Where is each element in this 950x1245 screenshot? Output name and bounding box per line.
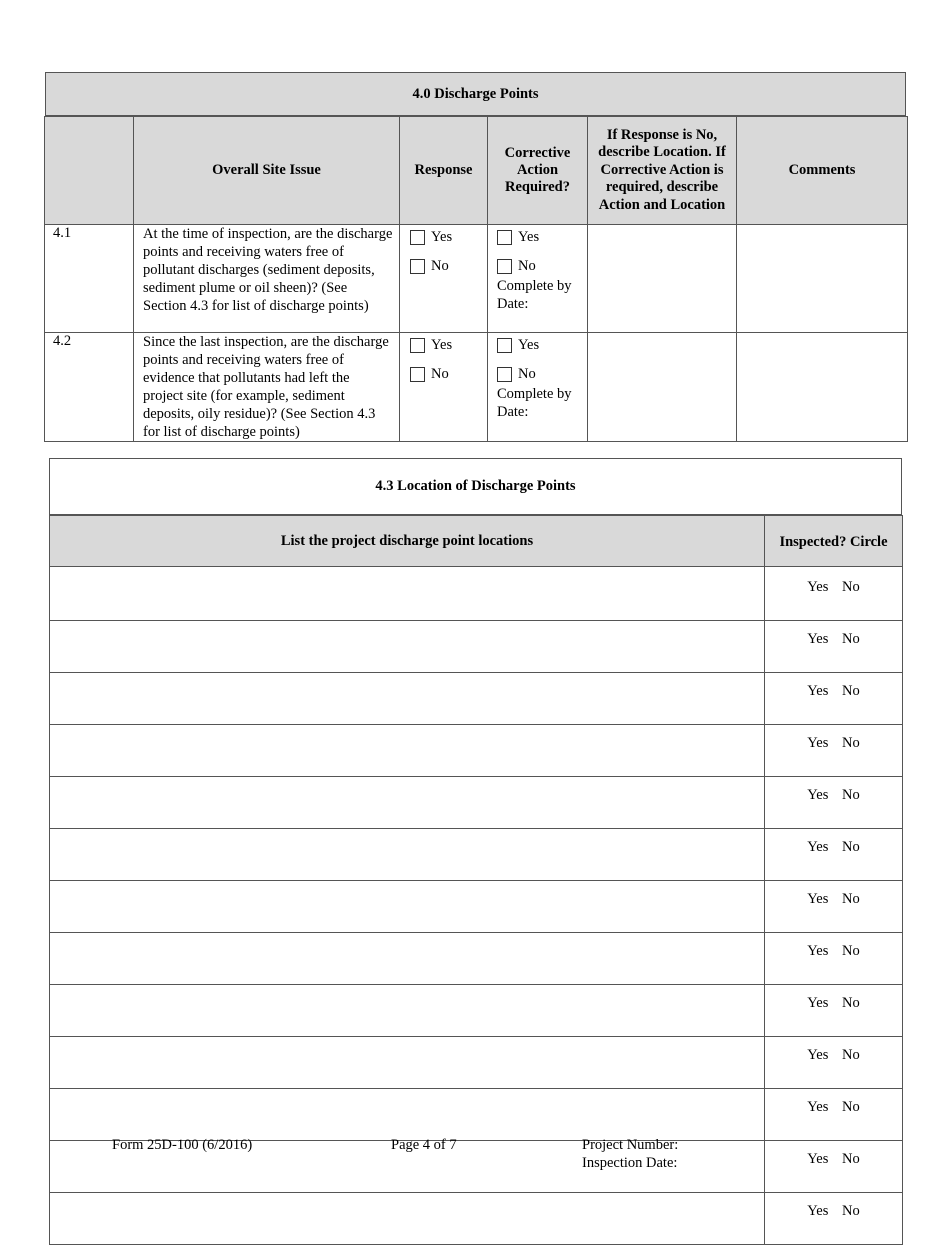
- yes-label: Yes: [518, 229, 540, 245]
- comments-field[interactable]: [737, 333, 908, 442]
- inspected-circle-yes-no[interactable]: Yes No: [765, 1193, 903, 1245]
- discharge-location-field[interactable]: [50, 1037, 765, 1089]
- section-4-0-title: [45, 72, 906, 116]
- header-inspected: [765, 516, 903, 567]
- section-title-text: 4.0 Discharge Points: [412, 85, 539, 102]
- header-response: Response: [400, 117, 488, 225]
- inspection-date-label: Inspection Date:: [582, 1155, 678, 1171]
- corrective-no-checkbox[interactable]: [497, 257, 587, 275]
- row-issue-text: Since the last inspection, are the discharge points and receiving waters free of evidence that pollutants had left the project site (for example, sediment deposits, oily residue)? (See Section 4.3 for list of discharge points): [134, 333, 400, 442]
- inspected-circle-yes-no[interactable]: Yes No: [765, 881, 903, 933]
- checkbox-square-icon: [410, 259, 425, 274]
- header-inspected-text: Inspected? Circle: [779, 534, 888, 550]
- section-4-3-title: [49, 458, 902, 515]
- yes-label: Yes: [431, 228, 453, 245]
- table-row: [50, 985, 903, 1037]
- response-cell: [400, 225, 488, 333]
- inspected-circle-yes-no[interactable]: Yes No: [765, 673, 903, 725]
- inspected-circle-yes-no[interactable]: Yes No: [765, 567, 903, 621]
- table-row: [50, 725, 903, 777]
- response-yes-checkbox[interactable]: [410, 228, 487, 246]
- no-label: No: [431, 257, 449, 274]
- corrective-cell: [488, 225, 588, 333]
- complete-by-date-label: Complete by Date:: [497, 386, 572, 420]
- no-label: No: [431, 365, 449, 382]
- inspected-circle-yes-no[interactable]: Yes No: [765, 621, 903, 673]
- no-label: No: [518, 258, 536, 274]
- discharge-location-field[interactable]: [50, 881, 765, 933]
- header-describe: [588, 117, 737, 225]
- table-row: [50, 777, 903, 829]
- discharge-location-field[interactable]: [50, 933, 765, 985]
- inspected-circle-yes-no[interactable]: Yes No: [765, 933, 903, 985]
- header-locations: List the project discharge point locations: [50, 516, 765, 567]
- discharge-location-field[interactable]: [50, 985, 765, 1037]
- discharge-location-field[interactable]: [50, 829, 765, 881]
- discharge-location-field[interactable]: [50, 1193, 765, 1245]
- inspected-circle-yes-no[interactable]: Yes No: [765, 1089, 903, 1141]
- discharge-points-table: [44, 116, 908, 442]
- row-number: 4.1: [45, 225, 134, 333]
- no-label: No: [518, 366, 536, 382]
- discharge-location-field[interactable]: [50, 1089, 765, 1141]
- yes-label: Yes: [431, 336, 453, 353]
- discharge-location-field[interactable]: [50, 725, 765, 777]
- inspected-circle-yes-no[interactable]: Yes No: [765, 1141, 903, 1193]
- project-number-label: Project Number:: [582, 1137, 679, 1153]
- comments-field[interactable]: [737, 225, 908, 333]
- row-number: 4.2: [45, 333, 134, 442]
- inspected-circle-yes-no[interactable]: Yes No: [765, 829, 903, 881]
- inspected-circle-yes-no[interactable]: Yes No: [765, 985, 903, 1037]
- discharge-location-field[interactable]: [50, 673, 765, 725]
- corrective-yes-checkbox[interactable]: [497, 336, 587, 354]
- inspected-circle-yes-no[interactable]: Yes No: [765, 777, 903, 829]
- checkbox-square-icon: [497, 230, 512, 245]
- table-row: [50, 567, 903, 621]
- response-yes-checkbox[interactable]: [410, 336, 487, 354]
- response-cell: [400, 333, 488, 442]
- inspected-circle-yes-no[interactable]: Yes No: [765, 725, 903, 777]
- header-comments: Comments: [737, 117, 908, 225]
- discharge-location-field[interactable]: [50, 621, 765, 673]
- row-issue-text: At the time of inspection, are the discharge points and receiving waters free of pollutant discharges (sediment deposits, sediment plume or oil sheen)? (See Section 4.3 for list of discharge points): [134, 225, 400, 333]
- table-row: [50, 933, 903, 985]
- header-corrective: [488, 117, 588, 225]
- describe-field[interactable]: [588, 225, 737, 333]
- header-describe-text: If Response is No, describe Location. If Corrective Action is required, describe Action and Location: [598, 126, 726, 213]
- response-no-checkbox[interactable]: [410, 257, 487, 275]
- table-row: [50, 829, 903, 881]
- section-title-text: 4.3 Location of Discharge Points: [375, 478, 576, 494]
- corrective-cell: [488, 333, 588, 442]
- checkbox-square-icon: [497, 338, 512, 353]
- table-row: [50, 673, 903, 725]
- response-no-checkbox[interactable]: [410, 365, 487, 383]
- table-row: [50, 1193, 903, 1245]
- corrective-yes-checkbox[interactable]: [497, 228, 587, 246]
- page-number: Page 4 of 7: [391, 1137, 457, 1153]
- discharge-location-field[interactable]: [50, 567, 765, 621]
- checkbox-square-icon: [410, 367, 425, 382]
- checkbox-square-icon: [497, 259, 512, 274]
- corrective-no-checkbox[interactable]: [497, 365, 587, 383]
- checkbox-square-icon: [410, 338, 425, 353]
- form-number: Form 25D-100 (6/2016): [112, 1137, 253, 1153]
- discharge-location-field[interactable]: [50, 777, 765, 829]
- table-row: [50, 621, 903, 673]
- inspected-circle-yes-no[interactable]: Yes No: [765, 1037, 903, 1089]
- complete-by-date-label: Complete by Date:: [497, 278, 572, 312]
- table-row: [45, 225, 908, 333]
- table-row: [50, 1089, 903, 1141]
- table-row: [50, 1037, 903, 1089]
- checkbox-square-icon: [410, 230, 425, 245]
- checkbox-square-icon: [497, 367, 512, 382]
- discharge-locations-table: [49, 515, 903, 1245]
- table-row: [45, 333, 908, 442]
- yes-label: Yes: [518, 337, 540, 353]
- header-corrective-text: Corrective Action Required?: [504, 145, 571, 195]
- header-number: [45, 117, 134, 225]
- header-issue: Overall Site Issue: [134, 117, 400, 225]
- table-row: [50, 881, 903, 933]
- describe-field[interactable]: [588, 333, 737, 442]
